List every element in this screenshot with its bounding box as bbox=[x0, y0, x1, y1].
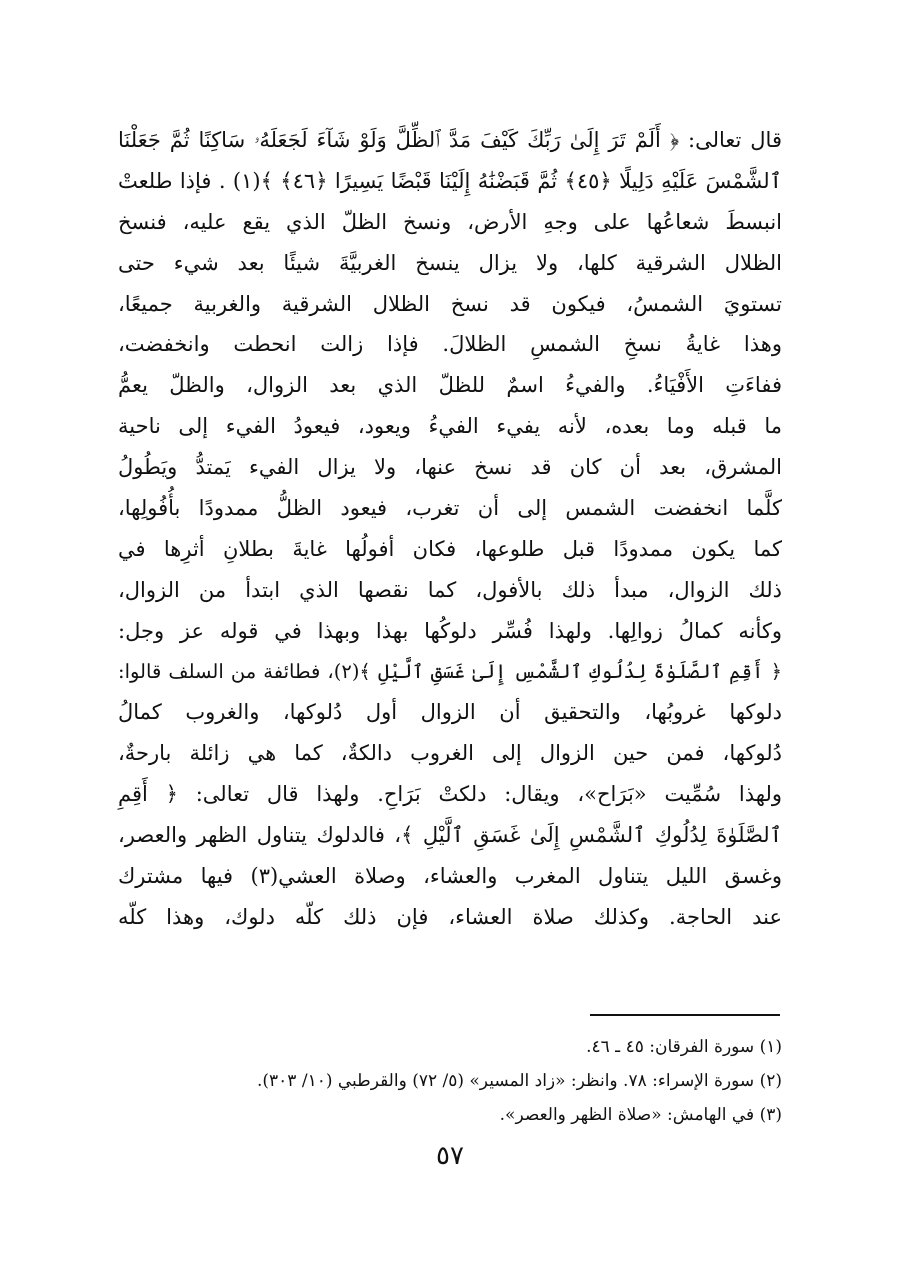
text-line: ما قبله وما بعده، لأنه يفيء الفيءُ ويعود، فيعودُ الفيء إلى ناحية bbox=[118, 414, 782, 439]
text-line: دلوكها غروبُها، والتحقيق أن الزوال أول دُلوكها، والغروب كمالُ bbox=[118, 700, 782, 725]
footnote: (١) سورة الفرقان: ٤٥ ـ ٤٦. bbox=[586, 1037, 782, 1057]
footnote-separator bbox=[590, 1014, 780, 1016]
text-line: وغسق الليل يتناول المغرب والعشاء، وصلاة العشي(٣) فيها مشترك bbox=[118, 864, 782, 889]
text-line: ٱلشَّمْسَ عَلَيْهِ دَلِيلًا ﴿٤٥﴾ ثُمَّ قَبَضْنَٰهُ إِلَيْنَا قَبْضًا يَسِيرًا ﴿٤٦﴾ ﴾(١) . فإذا طلعتْ bbox=[118, 168, 782, 193]
text-line: الظلال الشرقية كلها، ولا يزال ينسخ الغربيَّةَ شيئًا بعد شيء حتى bbox=[118, 250, 782, 275]
text-line: دُلوكها، فمن حين الزوال إلى الغروب دالكةٌ، كما هي زائلة بارحةٌ، bbox=[118, 741, 782, 766]
text-line: انبسطَ شعاعُها على وجهِ الأرض، ونسخ الظلّ الذي يقع عليه، فنسخ bbox=[118, 209, 782, 234]
text-line: كما يكون ممدودًا قبل طلوعها، فكان أفولُها غايةَ بطلانِ أثرِها في bbox=[118, 536, 782, 561]
footnotes bbox=[118, 1030, 782, 1132]
text-line: تستويَ الشمسُ، فيكون قد نسخ الظلال الشرقية والغربية جميعًا، bbox=[118, 291, 782, 316]
text-line: المشرق، بعد أن كان قد نسخ عنها، ولا يزال الفيء يَمتدُّ ويَطُولُ bbox=[118, 455, 782, 480]
text-line: ولهذا سُمِّيت «بَرَاح»، ويقال: دلكتْ بَرَاحِ. ولهذا قال تعالى: ﴿ أَقِمِ bbox=[118, 782, 782, 807]
footnote: (٢) سورة الإسراء: ٧٨. وانظر: «زاد المسير» (٥/ ٧٢) والقرطبي (١٠/ ٣٠٣). bbox=[256, 1071, 782, 1091]
text-line: ﴿ أَقِمِ ٱلصَّلَوٰةَ لِدُلُوكِ ٱلشَّمْسِ إِلَىٰ غَسَقِ ٱلَّيْلِ ﴾(٢)، فطائفة من السلف قالوا: bbox=[118, 659, 783, 683]
text-line: وكأنه كمالُ زوالِها. ولهذا فُسِّر دلوكُها بهذا وبهذا في قوله عز وجل: bbox=[118, 618, 782, 643]
text-line: قال تعالى: ﴿ أَلَمْ تَرَ إِلَىٰ رَبِّكَ كَيْفَ مَدَّ ٱلظِّلَّ وَلَوْ شَآءَ لَجَعَلَهُۥ سَاكِنًا ثُمَّ جَعَلْنَا bbox=[118, 128, 782, 152]
text-line: عند الحاجة. وكذلك صلاة العشاء، فإن ذلك كلّه دلوك، وهذا كلّه bbox=[118, 904, 782, 929]
text-line: ذلك الزوال، مبدأ ذلك بالأفول، كما نقصها الذي ابتدأ من الزوال، bbox=[118, 577, 782, 602]
text-line: كلَّما انخفضت الشمس إلى أن تغرب، فيعود الظلُّ ممدودًا بأُفُولِها، bbox=[118, 496, 782, 521]
main-text bbox=[118, 120, 782, 938]
text-line: وهذا غايةُ نسخِ الشمسِ الظلالَ. فإذا زالت انحطت وانخفضت، bbox=[118, 332, 782, 357]
page-number: ٥٧ bbox=[436, 1141, 464, 1171]
text-line: ففاءَتِ الأَفْيَاءُ. والفيءُ اسمٌ للظلّ الذي بعد الزوال، والظلّ يعمُّ bbox=[118, 373, 782, 398]
footnote: (٣) في الهامش: «صلاة الظهر والعصر». bbox=[499, 1105, 782, 1125]
text-line: ٱلصَّلَوٰةَ لِدُلُوكِ ٱلشَّمْسِ إِلَىٰ غَسَقِ ٱلَّيْلِ ﴾، فالدلوك يتناول الظهر والعصر، bbox=[118, 823, 782, 848]
